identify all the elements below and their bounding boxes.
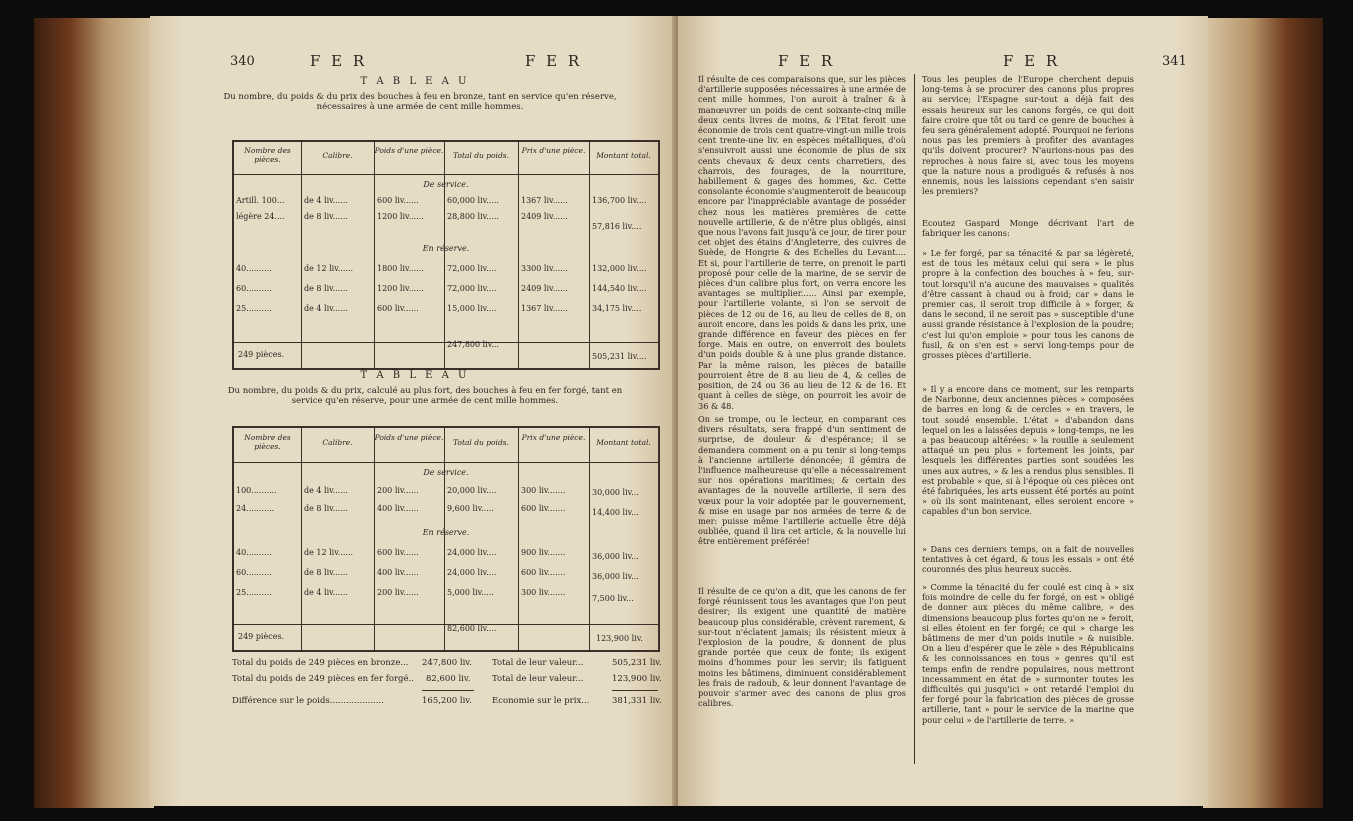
- table-total-cell: 505,231 liv....: [592, 352, 647, 361]
- running-header-right: F E R: [525, 52, 583, 70]
- column2-paragraph: Tous les peuples de l'Europe cherchent depuis long-tems à se procurer des canons plus propres au service; l'Espagne sur-tout a déjà fait des essais heureux sur les canons forgés, ce qui doit faire croire que tôt ou tard ce genre de bouches à feu sera généralement adopté. Pourquoi ne ferions nous pas les premiers à profiter des avantages qu'ils doivent procurer? N'aurions-nous pas des reproches à nous faire si, avec tous les moyens que la nature nous a prodigués & refusés à nos ennemis, nous les laissions cependant s'en saisir les premiers?: [922, 74, 1134, 197]
- table-cell: de 8 liv......: [304, 212, 348, 221]
- table-total-cell: 249 pièces.: [238, 632, 285, 641]
- table-cell: légère 24....: [236, 212, 285, 221]
- column-rule: [914, 74, 915, 764]
- totals-value: 82,600 liv.: [426, 674, 471, 684]
- table1-section-service: De service.: [423, 180, 469, 189]
- table-cell: 72,000 liv....: [447, 284, 497, 293]
- table-cell: 1367 liv......: [521, 304, 568, 313]
- table-cell: 40..........: [236, 548, 272, 557]
- column2-paragraph: Ecoutez Gaspard Monge décrivant l'art de fabriquer les canons:: [922, 218, 1134, 239]
- table-cell: de 8 liv......: [304, 284, 348, 293]
- table-cell: 60..........: [236, 284, 272, 293]
- table-cell: 57,816 liv....: [592, 222, 642, 231]
- column1-paragraph: Il résulte de ces comparaisons que, sur les pièces d'artillerie supposées nécessaires à une armée de cent mille hommes, l'on auroit à traîner & à manœuvrer un poids de cent soixante-cinq mille deux cents livres de moins, & l'Etat feroit une économie de trois cent quatre-vingt-un mille trois cent trente-une liv. en espèces métalliques, d'où s'ensuivroit aussi une économie de plus de six cents chevaux & deux cents charretiers, des charrois, des fourages, de la nourriture, habillement & gages des hommes, &c. Cette consolante économie s'augmenteroit de beaucoup encore par l'inappréciable avantage de posséder chez nous les matières premières de cette nouvelle artillerie, & de n'être plus obligés, ainsi que nous l'avons fait jusqu'à ce jour, de tirer pour cet objet des étains d'Angleterre, des cuivres de Suède, de Hongrie & des Echelles du Levant.... Et si, pour l'artillerie de terre, on prenoit le parti proposé pour celle de la marine, de se servir de pièces d'un calibre plus fort, on verra encore les avantages se multiplier...... Ainsi par exemple, pour l'artillerie volante, si l'on se servoit de pièces de 12 ou de 16, au lieu de celles de 8, on auroit encore, dans les poids & dans les prix, une grande différence en faveur des pièces en fer forge. Mais en outre, on enverroit des boulets d'un poids double & à une plus grande distance. Par la même raison, les pièces de bataille pourroient être de 8 au lieu de 4, & celles de position, de 24 ou 36 au lieu de 12 & de 16. Et quant à celles de siège, on pourroit les avoir de 36 & 48.: [698, 74, 907, 411]
- column2-quote: » Dans ces derniers temps, on a fait de nouvelles tentatives à cet égard, & tous les essais » ont été couronnés des plus heureux succès.: [922, 544, 1134, 575]
- table-total-cell: 247,800 liv...: [447, 340, 499, 349]
- table1-header-montant: Montant total.: [596, 151, 651, 160]
- totals-value: 505,231 liv.: [612, 658, 662, 668]
- totals-value: 381,331 liv.: [612, 696, 662, 706]
- table1: [232, 140, 660, 370]
- table-cell: 24,000 liv....: [447, 568, 497, 577]
- table1-header-total-poids: Total du poids.: [453, 151, 509, 160]
- table-cell: 600 liv......: [377, 196, 419, 205]
- table-cell: 9,600 liv.....: [447, 504, 494, 513]
- table-cell: 28,800 liv.....: [447, 212, 499, 221]
- totals-value: 165,200 liv.: [422, 696, 472, 706]
- table-cell: de 4 liv......: [304, 304, 348, 313]
- table-cell: 136,700 liv....: [592, 196, 647, 205]
- table-cell: Artill. 100...: [236, 196, 285, 205]
- table1-header-nombre: Nombre des pièces.: [244, 146, 291, 164]
- table-cell: 132,000 liv....: [592, 264, 647, 273]
- table-cell: 15,000 liv....: [447, 304, 497, 313]
- table-cell: de 12 liv......: [304, 264, 354, 273]
- table-cell: de 8 liv......: [304, 504, 348, 513]
- running-header-left: F E R: [778, 52, 836, 70]
- table2-section-reserve: En réserve.: [422, 528, 470, 537]
- running-header-left: F E R: [310, 52, 368, 70]
- table-cell: 600 liv......: [377, 304, 419, 313]
- table-cell: 600 liv......: [377, 548, 419, 557]
- table-cell: de 4 liv......: [304, 486, 348, 495]
- table-cell: 200 liv......: [377, 588, 419, 597]
- table-cell: 1800 liv......: [377, 264, 424, 273]
- totals-label: Economie sur le prix...: [492, 696, 590, 706]
- table-cell: 20,000 liv....: [447, 486, 497, 495]
- totals-label: Total du poids de 249 pièces en fer forgé..: [232, 674, 414, 684]
- totals-label: Total de leur valeur...: [492, 674, 584, 684]
- table-cell: de 12 liv......: [304, 548, 354, 557]
- table-cell: 300 liv.......: [521, 588, 566, 597]
- left-page: [150, 16, 680, 806]
- table-cell: 34,175 liv....: [592, 304, 642, 313]
- left-page-edges: [34, 18, 154, 808]
- table-cell: 24,000 liv....: [447, 548, 497, 557]
- table2-section-service: De service.: [423, 468, 469, 477]
- table-cell: 144,540 liv....: [592, 284, 647, 293]
- table2-header-prix: Prix d'une pièce.: [521, 433, 586, 442]
- table-cell: 30,000 liv...: [592, 488, 639, 497]
- table2-header-montant: Montant total.: [596, 438, 651, 447]
- table-cell: 200 liv......: [377, 486, 419, 495]
- table-cell: 600 liv.......: [521, 504, 566, 513]
- running-header-right: F E R: [1003, 52, 1061, 70]
- totals-label: Total de leur valeur...: [492, 658, 584, 668]
- table-cell: 5,000 liv.....: [447, 588, 494, 597]
- table-cell: 900 liv.......: [521, 548, 566, 557]
- table1-subtitle: Du nombre, du poids & du prix des bouches à feu en bronze, tant en service qu'en réserve, nécessaires à une armée de cent mille hommes.: [223, 92, 617, 112]
- totals-label: Total du poids de 249 pièces en bronze...: [232, 658, 409, 668]
- table-cell: 25..........: [236, 588, 272, 597]
- table-cell: 600 liv.......: [521, 568, 566, 577]
- table2-subtitle: Du nombre, du poids & du prix, calculé au plus fort, des bouches à feu en fer forgé, tant en service qu'en réserve, pour une armée de cent mille hommes.: [227, 386, 623, 406]
- table-total-cell: 123,900 liv.: [596, 634, 643, 643]
- table-cell: 60..........: [236, 568, 272, 577]
- table-cell: 36,000 liv...: [592, 552, 639, 561]
- table-total-cell: 82,600 liv....: [447, 624, 497, 633]
- table-cell: 300 liv.......: [521, 486, 566, 495]
- table-cell: 24...........: [236, 504, 275, 513]
- table1-title: T A B L E A U: [360, 76, 470, 87]
- table1-section-reserve: En réserve.: [422, 244, 470, 253]
- column1-paragraph: On se trompe, ou le lecteur, en comparant ces divers résultats, sera frappé d'un sentiment de surprise, de douleur & d'espérance; il se demandera comment on a pu tenir si long-temps à l'ancienne artillerie dénoncée; il gémira de l'influence malheureuse qu'elle a nécessairement sur nos opérations maritimes; & certain des avantages de la nouvelle artillerie, il sera des vœux pour la voir adoptée par le gouvernement, & mise en usage par nos armées de terre & de mer: puisse même l'artillerie actuelle être déjà oubliée, quand il lira cet article, & la nouvelle lui être entièrement préférée!: [698, 414, 906, 547]
- table2-header-poids: Poids d'une pièce.: [374, 433, 444, 442]
- table1-header-poids: Poids d'une pièce.: [374, 146, 444, 155]
- table2-header-calibre: Calibre.: [322, 438, 353, 447]
- table-cell: 60,000 liv.....: [447, 196, 499, 205]
- table2: [232, 426, 660, 652]
- table-cell: 2409 liv......: [521, 212, 568, 221]
- column2-quote: » Comme la ténacité du fer coulé est cinq à » six fois moindre de celle du fer forgé, on est » obligé de donner aux pièces du même calibre, » des dimensions beaucoup plus fortes qu'on ne » feroit, si elles étoient en fer forgé; ce qui » charge les bâtimens de mer d'un poids inutile » & nuisible. On a lieu d'espérer que le zèle » des Républicains & les connoissances en tous » genres qu'il est temps enfin de rendre populaires, nous mettront incessamment en état de » surmonter toutes les difficultés qui jusqu'ici » ont retardé l'emploi du fer forgé pour la fabrication des pièces de grosse artillerie, tant » pour le service de la marine que pour celui » de l'artillerie de terre. »: [922, 582, 1134, 725]
- table-cell: 2409 liv......: [521, 284, 568, 293]
- totals-value: 123,900 liv.: [612, 674, 662, 684]
- table-cell: 36,000 liv...: [592, 572, 639, 581]
- table1-header-prix: Prix d'une pièce.: [521, 146, 586, 155]
- table-cell: 40..........: [236, 264, 272, 273]
- totals-value: 247,800 liv.: [422, 658, 472, 668]
- table2-title: T A B L E A U: [360, 370, 470, 381]
- table2-header-total-poids: Total du poids.: [453, 438, 509, 447]
- table-total-cell: 249 pièces.: [238, 350, 285, 359]
- column2-quote: » Le fer forgé, par sa ténacité & par sa légèreté, est de tous les métaux celui qui sera » le plus propre à la confection des bouches à » feu, sur-tout lorsqu'il n'a aucune des mauvaises » qualités d'être cassant à chaud ou à froid; car » dans le premier cas, il seroit trop difficile à » forger, & dans le second, il ne seroit pas » susceptible d'une aussi grande résistance à l'explosion de la poudre; c'est lui qu'on emploie » pour tous les canons de fusil, & on s'en est » servi long-temps pour de grosses pièces d'artillerie.: [922, 248, 1134, 361]
- page-number: 341: [1162, 54, 1187, 69]
- table-cell: 14,400 liv...: [592, 508, 639, 517]
- column1-paragraph: Il résulte de ce qu'on a dit, que les canons de fer forgé réunissent tous les avantages que l'on peut desirer; ils exigent une quantité de matière beaucoup plus considérable, crèvent rarement, & sur-tout n'éclatent jamais; ils résistent mieux à l'explosion de la poudre, & donnent de plus grande portée que ceux de fonte; ils exigent moins d'hommes pour les servir; ils fatiguent moins les bâtimens, diminuent considérablement les frais de radoub, & leur donnent l'avantage de pouvoir s'armer avec des canons de plus gros calibres.: [698, 586, 906, 709]
- table-cell: 100..........: [236, 486, 277, 495]
- table-cell: 400 liv......: [377, 504, 419, 513]
- table-cell: 1367 liv......: [521, 196, 568, 205]
- table-cell: 1200 liv......: [377, 212, 424, 221]
- table-cell: 7,500 liv...: [592, 594, 634, 603]
- column2-quote: » Il y a encore dans ce moment, sur les remparts de Narbonne, deux anciennes pièces » composées de barres en long & de cercles » en travers, le tout soudé ensemble. L'état » d'abandon dans lequel on les a laissées depuis » long-temps, ne les a pas beaucoup altérées: » la rouille a seulement attaqué un peu plus » fortement les joints, par lesquels les différentes parties sont soudées les unes aux autres, » & les a rendus plus sensibles. Il est probable » que, si à l'époque où ces pièces ont été fabriquées, les arts eussent été portés au point » où ils sont maintenant, elles seroient encore » capables d'un bon service.: [922, 384, 1134, 517]
- table-cell: 72,000 liv....: [447, 264, 497, 273]
- table-cell: 3300 liv......: [521, 264, 568, 273]
- table-cell: de 4 liv......: [304, 588, 348, 597]
- right-page-edges: [1203, 18, 1323, 808]
- table-cell: 400 liv......: [377, 568, 419, 577]
- right-page: [678, 16, 1208, 806]
- totals-label: Différence sur le poids....................: [232, 696, 384, 706]
- table2-header-nombre: Nombre des pièces.: [244, 433, 291, 451]
- table-cell: 25..........: [236, 304, 272, 313]
- page-number: 340: [230, 54, 255, 69]
- table-cell: 1200 liv......: [377, 284, 424, 293]
- table1-header-calibre: Calibre.: [322, 151, 353, 160]
- table-cell: de 4 liv......: [304, 196, 348, 205]
- table-cell: de 8 liv......: [304, 568, 348, 577]
